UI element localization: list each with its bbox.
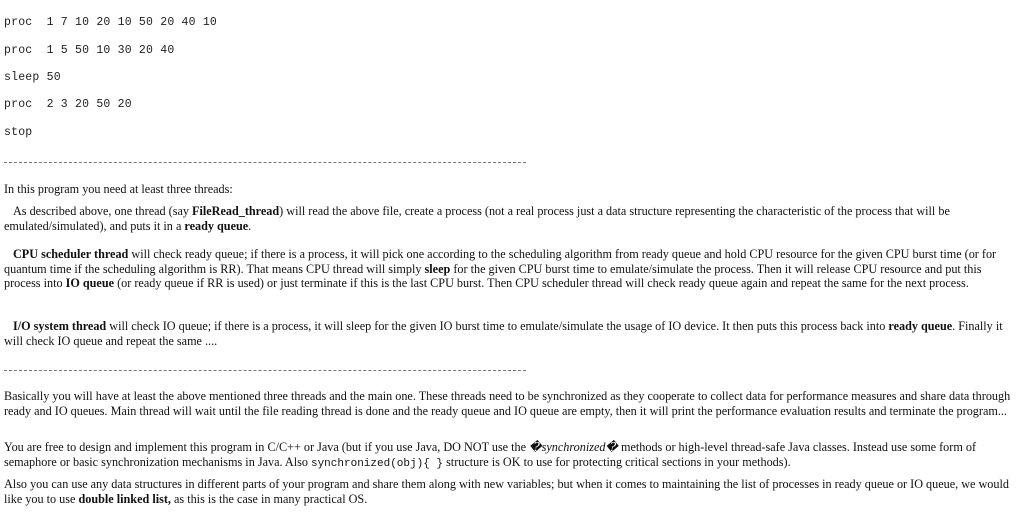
paragraph-language (4, 440, 1016, 471)
paragraph-data-structures (4, 477, 1016, 506)
code-line-1: proc 1 7 10 20 10 50 20 40 10 (4, 16, 218, 29)
p2-text-a: will check ready queue; if there is a process, it will pick one according to the scheduling algorithm from ready queue and hold CPU resource for the given CPU burst time (or for quantum time if the scheduling algorithm is RR). That means CPU thread will simply (4, 247, 997, 276)
p6-text-c: as this is the case in many practical OS. (170, 491, 368, 506)
paragraph-file-read-thread (4, 204, 1016, 233)
intro-text: In this program you need at least three threads: (4, 182, 233, 196)
p5-text-a: You are free to design and implement this program in C/C++ or Java (but if you use Java, DO NOT use the (4, 440, 530, 454)
p1-text-d: . (248, 218, 252, 233)
p3-text-a: will check IO queue; if there is a process, it will sleep for the given IO burst time to emulate/simulate the usage of IO device. It then puts this process back into (106, 319, 889, 333)
p3-term-ready-queue: ready queue (888, 319, 953, 333)
p2-term-sleep: sleep (424, 261, 451, 276)
code-line-2: proc 1 5 50 10 30 20 40 (4, 44, 175, 57)
separator-2 (4, 370, 526, 371)
code-line-3: sleep 50 (4, 71, 61, 84)
p3-term-io-system: I/O system thread (13, 319, 107, 333)
p1-term-fileread: FileRead_thread (192, 204, 280, 218)
paragraph-synchronization: Basically you will have at least the above mentioned three threads and the main one. These threads need to be synchronized as they cooperate to collect data for performance measures and share data through ready and IO queues. Main thread will wait until the file reading thread is done and the ready queue and IO queue are empty, then it will print the performance evaluation results and terminate the program... (4, 389, 1011, 418)
p2-text-c: for the given CPU burst time to emulate/simulate the process. Then it will release CPU resource and put this process into (4, 261, 982, 291)
p1-term-ready-queue: ready queue (184, 218, 249, 233)
p2-term-cpu-scheduler: CPU scheduler thread (13, 247, 129, 261)
paragraph-io-system (4, 319, 1016, 348)
p2-text-d: (or ready queue if RR is used) or just terminate if this is the last CPU burst. Then CPU scheduler thread will check ready queue again and repeat the same for the next process. (114, 276, 969, 291)
p5-text-c: structure is OK to use for protecting critical sections in your methods). (443, 454, 791, 469)
p5-text-b: methods or high-level thread-safe Java classes. Instead use some form of semaphore or basic synchronization mechanisms in Java. Also (4, 440, 977, 469)
separator-1 (4, 162, 526, 163)
p2-term-io-queue: IO queue (65, 276, 115, 291)
p1-text-c: ) will read the above file, create a process (not a real process just a data structure representing the characteristic of the process that will be emulated/simulated), and puts it in a (4, 204, 950, 233)
code-line-5: stop (4, 126, 33, 139)
p5-term-synchronized: �synchronized� (529, 440, 618, 454)
p5-code-synchronized-obj: synchronized(obj){ } (310, 457, 444, 470)
p3-text-c: . Finally it will check IO queue and repeat the same .... (4, 319, 1003, 348)
p1-text-a: As described above, one thread (say (13, 204, 193, 218)
paragraph-cpu-scheduler (4, 247, 1016, 291)
code-line-4: proc 2 3 20 50 20 (4, 98, 132, 111)
p6-term-double-linked-list: double linked list, (78, 491, 171, 506)
p6-text-a: Also you can use any data structures in different parts of your program and share them along with new variables; but when it comes to maintaining the list of processes in ready queue or IO queue, we would like you to use (4, 477, 1009, 506)
